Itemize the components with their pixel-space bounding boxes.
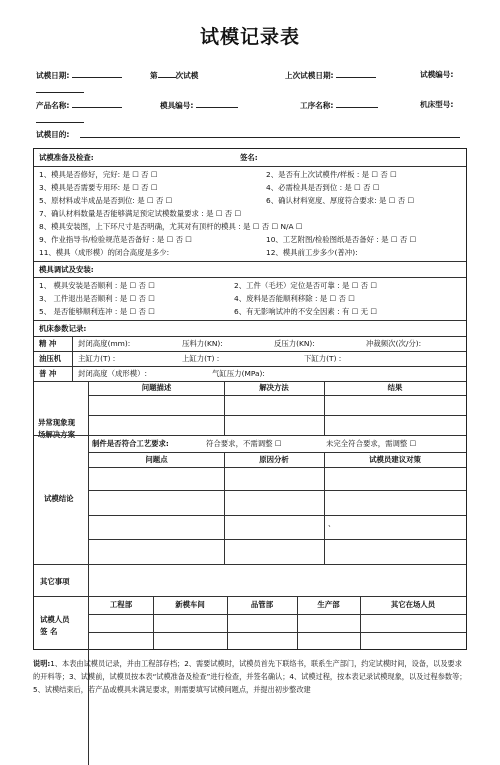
prep-heading: 试模准备及检查: xyxy=(39,153,94,162)
param-lower-cyl[interactable]: 下缸力(T) : xyxy=(304,354,342,363)
divider xyxy=(34,564,466,565)
process-name-field xyxy=(300,99,378,111)
conclusion-col-suggestion: 试模员建议对策 xyxy=(369,455,421,464)
process-name-label: 工序名称: xyxy=(300,101,334,110)
trial-no-field xyxy=(420,69,453,80)
debug-item-1[interactable]: 1、 模具安装是否顺利 : 是 ☐ 否 ☐ xyxy=(39,281,155,290)
mold-no-line[interactable] xyxy=(196,99,238,108)
divider xyxy=(88,395,466,396)
trial-count-line[interactable] xyxy=(158,69,176,78)
debug-item-5[interactable]: 5、 是否能够顺利连冲 : 是 ☐ 否 ☐ xyxy=(39,307,155,316)
prep-item-5[interactable]: 5、原材料或半成品是否到位: 是 ☐ 否 ☐ xyxy=(39,196,173,205)
prep-item-10[interactable]: 10、工艺附图/检验图纸是否备好 : 是 ☐ 否 ☐ xyxy=(266,235,417,244)
prep-item-3[interactable]: 3、模具是否需要专用环: 是 ☐ 否 ☐ xyxy=(39,183,158,192)
prep-sign-label: 签名: xyxy=(240,153,258,162)
param-holding-force[interactable]: 压料力(KN): xyxy=(182,339,223,348)
personnel-label-line1: 试模人员 xyxy=(40,615,70,624)
product-name-field xyxy=(36,99,122,111)
divider xyxy=(34,366,466,367)
divider xyxy=(88,515,466,516)
param-closed-height[interactable]: 封闭高度(mm): xyxy=(78,339,131,348)
conclusion-question: 制件是否符合工艺要求: xyxy=(92,439,169,448)
abnormal-col-solution: 解决方法 xyxy=(259,383,289,392)
param-row-label-ordinary: 普 冲 xyxy=(39,369,57,378)
conclusion-label: 试模结论 xyxy=(44,494,74,503)
sign-col-quality: 品管部 xyxy=(250,600,274,609)
param-main-cyl[interactable]: 主缸力(T) : xyxy=(78,354,116,363)
sign-col-engineering: 工程部 xyxy=(109,600,133,609)
divider xyxy=(34,435,466,436)
conclusion-option-ok[interactable]: 符合要求，不需调整 ☐ xyxy=(206,439,282,448)
params-heading: 机床参数记录: xyxy=(39,324,87,333)
prep-item-8[interactable]: 8、模具安装图，上下环尺寸是否明确，尤其对有顶杆的模具 : 是 ☐ 否 ☐ N/A ☐ xyxy=(39,222,303,231)
trial-count-pre: 第 xyxy=(150,71,158,80)
divider xyxy=(72,336,73,381)
trial-date-field xyxy=(36,69,122,81)
divider xyxy=(88,539,466,540)
param-cylinder-pressure[interactable]: 气缸压力(MPa): xyxy=(212,369,265,378)
prep-item-7[interactable]: 7、确认材料数量是否能够满足预定试模数量要求 : 是 ☐ 否 ☐ xyxy=(39,209,242,218)
trial-count-post: 次试模 xyxy=(175,71,199,80)
note-label: 说明: xyxy=(33,659,51,668)
machine-model-line[interactable] xyxy=(36,114,84,123)
prep-item-11[interactable]: 11、模具（成形模）的闭合高度是多少: xyxy=(39,248,170,257)
divider xyxy=(224,381,225,435)
param-row-label-fine-blanking: 精 冲 xyxy=(39,339,57,348)
conclusion-col-cause: 原因分析 xyxy=(259,455,289,464)
divider xyxy=(34,261,466,262)
purpose-line[interactable] xyxy=(80,129,460,138)
divider xyxy=(88,490,466,491)
other-matters-label: 其它事项 xyxy=(40,577,70,586)
last-trial-date-label: 上次试模日期: xyxy=(285,71,334,80)
trial-no-line[interactable] xyxy=(36,84,84,93)
param-counter-force[interactable]: 反压力(KN): xyxy=(274,339,315,348)
product-name-line[interactable] xyxy=(72,99,122,108)
divider xyxy=(34,351,466,352)
divider xyxy=(34,381,466,382)
note-text: 1、本表由试模员记录，并由工程部存档；2、需要试模时，试模员首先下联络书，联系生产部门，约定试模时间，设备，以及要求的开料等；3、试模前，试模员按本表“试模准备及检查”进行检查，并签名确认；4、试模过程，按本表记录试模现象，以及过程参数等；5、试模结束后，若产品或模具未满足要求，则需要填写试模问题点，并提出初步整改建 xyxy=(33,659,467,694)
abnormal-label-line1: 异常现象现 xyxy=(38,418,75,427)
purpose-label: 试模目的: xyxy=(36,130,70,139)
process-name-line[interactable] xyxy=(336,99,378,108)
divider xyxy=(324,381,325,435)
prep-item-9[interactable]: 9、作业指导书/检验规范是否备好 : 是 ☐ 否 ☐ xyxy=(39,235,192,244)
conclusion-col-issue: 问题点 xyxy=(145,455,168,464)
divider xyxy=(88,614,466,615)
abnormal-label-line2: 场解决方案 xyxy=(38,430,75,439)
divider xyxy=(34,166,466,167)
sign-col-production: 生产部 xyxy=(317,600,340,609)
trial-date-label: 试模日期: xyxy=(36,71,70,80)
prep-item-2[interactable]: 2、是否有上次试模件/样板 : 是 ☐ 否 ☐ xyxy=(266,170,397,179)
trial-count-field xyxy=(150,69,198,81)
mold-no-label: 模具编号: xyxy=(160,101,194,110)
debug-item-6[interactable]: 6、有无影响试冲的不安全因素 : 有 ☐ 无 ☐ xyxy=(234,307,378,316)
divider xyxy=(153,596,154,649)
param-upper-cyl[interactable]: 上缸力(T) : xyxy=(182,354,220,363)
param-closed-height-forming[interactable]: 封闭高度（成形模）: xyxy=(78,369,148,378)
divider xyxy=(34,596,466,597)
footer-note xyxy=(33,657,467,696)
divider xyxy=(88,632,466,633)
purpose-field xyxy=(36,129,69,140)
last-trial-date-field xyxy=(285,69,376,81)
param-frequency[interactable]: 冲裁频次(次/分): xyxy=(366,339,422,348)
main-table xyxy=(33,148,467,650)
divider xyxy=(324,452,325,564)
prep-item-12[interactable]: 12、模具前工步多少(普冲): xyxy=(266,248,358,257)
debug-item-4[interactable]: 4、废料是否能顺利移除 : 是 ☐ 否 ☐ xyxy=(234,294,355,303)
abnormal-col-problem: 问题描述 xyxy=(141,383,172,392)
param-row-label-hydraulic: 油压机 xyxy=(39,354,62,363)
divider xyxy=(88,381,89,765)
debug-heading: 模具调试及安装: xyxy=(39,265,94,274)
machine-model-label: 机床型号: xyxy=(420,100,454,109)
divider xyxy=(88,452,466,453)
mold-no-field xyxy=(160,99,238,111)
debug-item-2[interactable]: 2、工件（毛坯）定位是否可靠 : 是 ☐ 否 ☐ xyxy=(234,281,378,290)
trial-no-label: 试模编号: xyxy=(420,70,454,79)
page-title: 试模记录表 xyxy=(199,26,300,48)
divider xyxy=(34,336,466,337)
product-name-label: 产品名称: xyxy=(36,101,70,110)
prep-item-6[interactable]: 6、确认材料宽度、厚度符合要求: 是 ☐ 否 ☐ xyxy=(266,196,415,205)
last-trial-date-line[interactable] xyxy=(336,69,376,78)
divider xyxy=(297,596,298,649)
abnormal-col-result: 结果 xyxy=(387,383,403,392)
sign-col-others: 其它在场人员 xyxy=(390,600,436,609)
prep-item-1[interactable]: 1、模具是否修好，完好: 是 ☐ 否 ☐ xyxy=(39,170,158,179)
divider xyxy=(88,415,466,416)
divider xyxy=(360,596,361,649)
divider xyxy=(224,452,225,564)
sign-col-new-mold-shop: 新模车间 xyxy=(175,600,205,609)
machine-model-field xyxy=(420,99,453,110)
prep-item-4[interactable]: 4、必需检具是否到位 : 是 ☐ 否 ☐ xyxy=(266,183,380,192)
conclusion-option-adjust[interactable]: 未完全符合要求，需调整 ☐ xyxy=(326,439,417,448)
divider xyxy=(34,320,466,321)
trial-date-line[interactable] xyxy=(72,69,122,78)
divider xyxy=(88,467,466,468)
divider xyxy=(34,277,466,278)
stray-mark: 、 xyxy=(328,519,336,528)
personnel-label-line2: 签 名 xyxy=(40,627,58,636)
divider xyxy=(227,596,228,649)
debug-item-3[interactable]: 3、 工件退出是否顺利 : 是 ☐ 否 ☐ xyxy=(39,294,155,303)
